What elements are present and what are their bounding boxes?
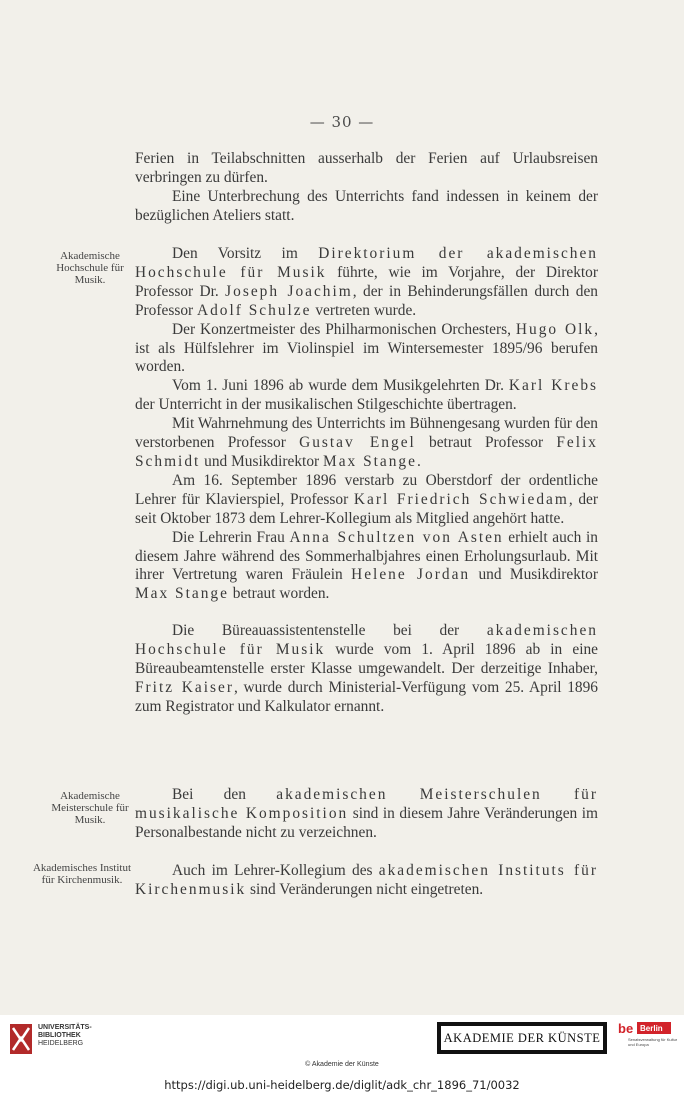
spaced-term: akademischen Meisterschulen für musikalische Komposition bbox=[135, 786, 599, 822]
spaced-name: Max Stange bbox=[135, 585, 229, 603]
text-run: Die Lehrerin Frau bbox=[172, 528, 290, 546]
text-run: , wurde durch Ministerial-Verfügung vom 25. April 1896 zum Registrator und Kalkulator ernannt. bbox=[135, 678, 598, 715]
paragraph bbox=[135, 862, 598, 900]
text-run: Den Vorsitz im bbox=[172, 245, 319, 262]
paragraph: Ferien in Teilabschnitten ausserhalb der Ferien auf Urlaubsreisen verbringen zu dürfen. bbox=[135, 150, 598, 186]
text-run: Vom 1. Juni 1896 ab wurde dem Musikgelehrten Dr. bbox=[172, 377, 509, 395]
library-name-line: BIBLIOTHEK bbox=[38, 1032, 81, 1039]
text-run: Am 16. September 1896 verstarb zu Oberstdorf der ordentliche Lehrer für Klavierspiel, Professor bbox=[135, 471, 598, 508]
text-run: führte, wie im Vorjahre, der Direktor Professor Dr. bbox=[135, 263, 598, 300]
text-run: Auch im Lehrer-Kollegium des bbox=[172, 862, 379, 879]
akademie-label: AKADEMIE DER KÜNSTE bbox=[440, 1025, 604, 1051]
library-name-line: HEIDELBERG bbox=[38, 1040, 84, 1047]
text-block-top bbox=[135, 150, 598, 226]
paragraph bbox=[135, 321, 598, 378]
spaced-name: Adolf Schulze bbox=[196, 301, 312, 319]
spaced-name: Karl Krebs bbox=[508, 377, 599, 395]
spaced-name: Joseph Joachim bbox=[225, 282, 353, 300]
spaced-name: Fritz Kaiser bbox=[135, 678, 234, 696]
text-run: Bei den bbox=[172, 786, 277, 803]
text-block-hochschule bbox=[135, 245, 598, 717]
paragraph bbox=[135, 472, 598, 529]
spaced-term: akademischen Hochschule für Musik bbox=[135, 622, 598, 659]
berlin-word: Berlin bbox=[640, 1024, 663, 1033]
text-run: vertreten wurde. bbox=[311, 301, 417, 319]
paragraph bbox=[135, 529, 598, 605]
text-run: sind Veränderungen nicht eingetreten. bbox=[246, 880, 484, 898]
text-block-institut bbox=[135, 862, 598, 900]
spaced-name: Helene Jordan bbox=[351, 566, 471, 584]
library-name bbox=[38, 1024, 92, 1048]
text-run: und Musikdirektor bbox=[200, 452, 324, 470]
akademie-logo[interactable] bbox=[437, 1022, 607, 1054]
spaced-term: Direktorium der akademischen Hochschule für Musik bbox=[135, 245, 598, 281]
text-run: betraut worden. bbox=[228, 585, 330, 603]
margin-note-institut: Akademisches Institut für Kirchenmusik. bbox=[32, 862, 132, 886]
berlin-subtitle: Senatsverwaltung für Kultur und Europa bbox=[628, 1037, 678, 1047]
paragraph bbox=[135, 415, 598, 472]
paragraph bbox=[135, 245, 598, 321]
library-name-line: UNIVERSITÄTS- bbox=[38, 1024, 92, 1031]
text-run: betraut Professor bbox=[415, 434, 557, 452]
library-crest-icon bbox=[10, 1024, 32, 1054]
text-run: Der Konzertmeister des Philharmonischen Orchesters, bbox=[172, 320, 516, 338]
spaced-name: Felix Schmidt bbox=[135, 434, 598, 470]
text-run: erhielt auch in diesem Jahre während des Sommerhalbjahres einen Erholungsurlaub. Mit ihrer Vertretung waren Fräulein bbox=[135, 528, 598, 584]
paragraph: Eine Unterbrechung des Unterrichts fand indessen in keinem der bezüglichen Ateliers statt. bbox=[135, 187, 598, 224]
be-mark: be bbox=[618, 1021, 634, 1036]
paragraph bbox=[135, 377, 598, 415]
paragraph bbox=[135, 622, 598, 717]
text-run: der Unterricht in der musikalischen Stilgeschichte übertragen. bbox=[135, 396, 517, 414]
spaced-name: Max Stange bbox=[323, 452, 417, 470]
spaced-name: Hugo Olk bbox=[515, 320, 595, 338]
paragraph bbox=[135, 786, 598, 843]
text-run: und Musikdirektor bbox=[470, 566, 598, 584]
spaced-term: akademischen Instituts für Kirchenmusik bbox=[135, 862, 598, 898]
text-run: , der seit Oktober 1873 dem Lehrer-Kollegium als Mitglied angehört hatte. bbox=[135, 490, 599, 527]
text-block-meisterschule bbox=[135, 786, 598, 843]
spaced-name: Gustav Engel bbox=[299, 434, 416, 452]
text-run: sind in diesem Jahre Veränderungen im Personalbestande nicht zu verzeichnen. bbox=[135, 804, 598, 841]
text-run: . bbox=[416, 452, 421, 470]
text-run: , der in Behinderungsfällen durch den Professor bbox=[135, 282, 598, 319]
margin-note-hochschule: Akademische Hochschule für Musik. bbox=[56, 250, 124, 286]
text-run: Mit Wahrnehmung des Unterrichts im Bühnengesang wurden für den verstorbenen Professor bbox=[135, 415, 598, 452]
text-run: Die Büreauassistentenstelle bei der bbox=[172, 622, 487, 640]
spaced-name: Karl Friedrich Schwiedam bbox=[353, 490, 569, 508]
text-run: , ist als Hülfslehrer im Violinspiel im Wintersemester 1895/96 berufen worden. bbox=[135, 320, 598, 376]
copyright-text: © Akademie der Künste bbox=[305, 1061, 379, 1068]
page-number: — 30 — bbox=[309, 113, 375, 131]
margin-note-meisterschule: Akademische Meisterschule für Musik. bbox=[51, 790, 129, 826]
permalink-url[interactable]: https://digi.ub.uni-heidelberg.de/diglit/adk_chr_1896_71/0032 bbox=[164, 1078, 520, 1092]
text-run: wurde vom 1. April 1896 ab in eine Büreaubeamtenstelle erster Klasse umgewandelt. Der derzeitige Inhaber, bbox=[135, 641, 598, 678]
spaced-name: Anna Schultzen von Asten bbox=[289, 528, 504, 546]
